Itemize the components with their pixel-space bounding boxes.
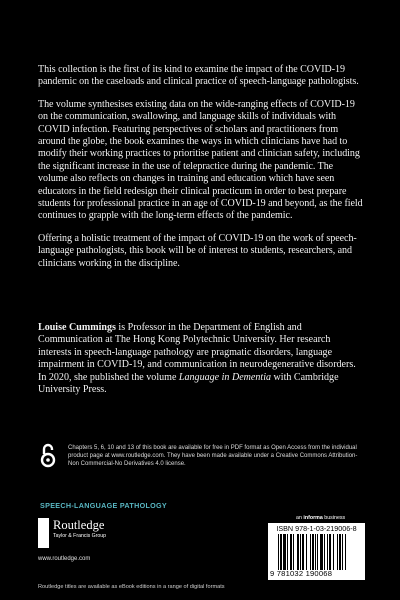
barcode-digits: 9 781032 190068 bbox=[270, 569, 333, 578]
blurb-paragraph-2: The volume synthesises existing data on the wide-ranging effects of COVID-19 on the communication, swallowing, and language skills of individuals with COVID infection. Featuring perspectives of scholars and practitioners from around the globe, the book examines the ways in which clinicians have had to modify their working practices to prioritise patient and clinician safety, including the significant increase in the use of telepractice during the pandemic. The volume also reflects on changes in training and education which have seen educators in the field redesign their clinical practicum in order to best prepare students for professional practice in an age of COVID-19 and beyond, as the field continues to grapple with the long-term effects of the pandemic. bbox=[38, 98, 363, 222]
isbn-text: ISBN 978-1-03-219006-8 bbox=[276, 524, 357, 533]
informa-prefix: an bbox=[296, 515, 304, 521]
informa-business-tag bbox=[296, 515, 345, 521]
author-bio-text-end: with Cambridge University Press. bbox=[38, 371, 339, 396]
publisher-logo bbox=[38, 518, 158, 568]
blurb-paragraph-3: Offering a holistic treatment of the impact of COVID-19 on the work of speech-language pathologists, this book will be of interest to students, researchers, and clinicians working in the discipline. bbox=[38, 232, 357, 269]
author-name: Louise Cummings bbox=[38, 322, 116, 333]
author-book-title: Language in Dementia bbox=[178, 371, 272, 383]
blurb bbox=[38, 64, 364, 280]
author-bio-text: is Professor in the Department of English and Communication at The Hong Kong Polytechnic University. Her research interests in speech-language pathology are pragmatic disorders, language impairment in COVID-19, and communication in neurodegenerative disorders. In 2020, she published the volume bbox=[38, 322, 356, 383]
author-bio bbox=[38, 322, 364, 396]
blurb-paragraph-1: This collection is the first of its kind to examine the impact of the COVID-19 pandemic on the caseloads and clinical practice of speech-language pathologists. bbox=[38, 64, 359, 88]
informa-brand: informa bbox=[303, 515, 323, 521]
barcode-bars bbox=[278, 534, 360, 570]
publisher-group: Taylor & Francis Group bbox=[53, 533, 107, 539]
series-label: SPEECH-LANGUAGE PATHOLOGY bbox=[40, 501, 168, 510]
ebook-footer-note: Routledge titles are available as eBook editions in a range of digital formats bbox=[38, 584, 225, 590]
informa-suffix: business bbox=[322, 515, 346, 521]
publisher-url: www.routledge.com bbox=[38, 556, 91, 562]
publisher-name: Routledge bbox=[53, 518, 105, 532]
open-access-note: Chapters 5, 6, 10 and 13 of this book are available for free in PDF format as Open Access from the individual product page at www.routledge.com. They have been made available under a Creative Commons Attribution-Non Commercial-No Derivatives 4.0 license. bbox=[68, 445, 358, 468]
barcode bbox=[268, 523, 365, 580]
routledge-mark-icon bbox=[38, 518, 49, 548]
open-access-lock-icon bbox=[40, 442, 56, 468]
